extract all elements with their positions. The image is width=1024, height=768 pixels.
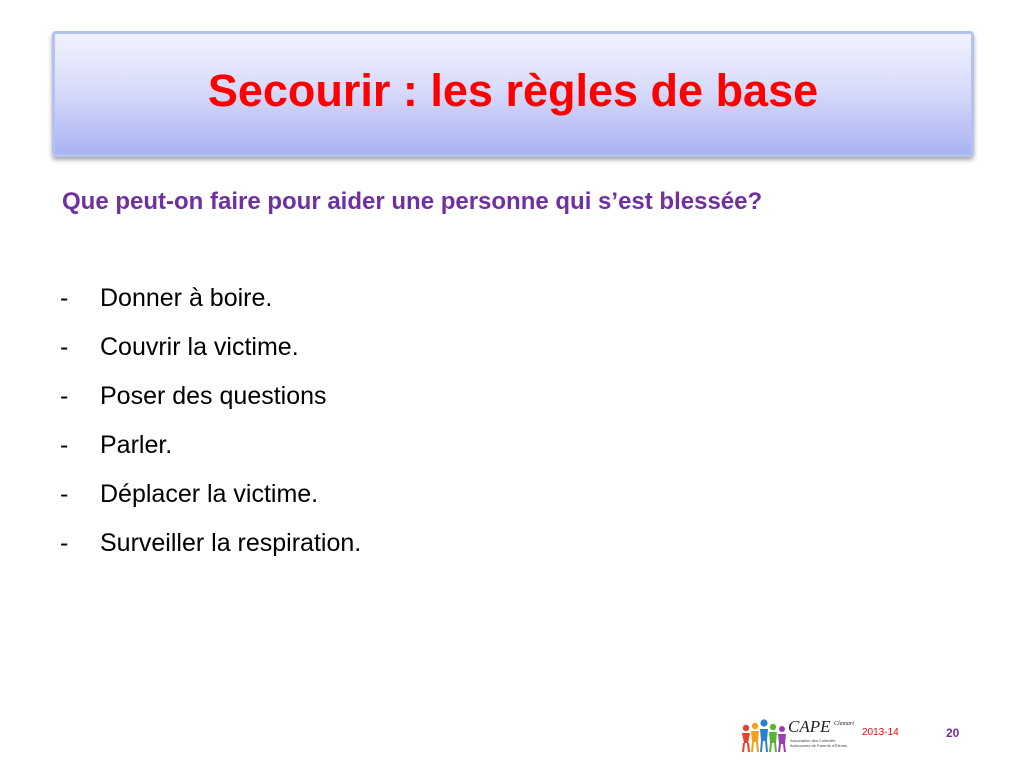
slide-title: Secourir : les règles de base (207, 65, 819, 116)
list-item (60, 529, 361, 578)
children-group-icon (740, 719, 790, 755)
bullet-dash: - (60, 431, 69, 459)
bullet-text: Parler. (100, 431, 173, 459)
bullet-dash: - (60, 382, 69, 410)
bullet-dash: - (60, 333, 69, 361)
list-item (60, 480, 361, 529)
cape-logo (740, 715, 858, 755)
title-box (52, 31, 974, 157)
question-text: Que peut-on faire pour aider une personne qui s’est blessée? (62, 188, 763, 215)
logo-subtitle: Clamart (834, 721, 855, 727)
footer-year: 2013-14 (862, 727, 899, 738)
bullet-text: Surveiller la respiration. (100, 529, 362, 557)
bullet-text: Couvrir la victime. (100, 333, 299, 361)
bullet-text: Donner à boire. (100, 284, 273, 312)
list-item (60, 284, 361, 333)
page-number: 20 (946, 726, 960, 740)
bullet-text: Déplacer la victime. (100, 480, 319, 508)
bullet-dash: - (60, 529, 69, 557)
bullet-text: Poser des questions (100, 382, 327, 410)
bullet-list (60, 284, 361, 578)
list-item (60, 333, 361, 382)
bullet-dash: - (60, 480, 69, 508)
list-item (60, 431, 361, 480)
bullet-dash: - (60, 284, 69, 312)
logo-description: Association des Collectifs Autonomes de Parents d’Élèves (790, 738, 847, 748)
logo-name: CAPE (788, 717, 831, 736)
list-item (60, 382, 361, 431)
